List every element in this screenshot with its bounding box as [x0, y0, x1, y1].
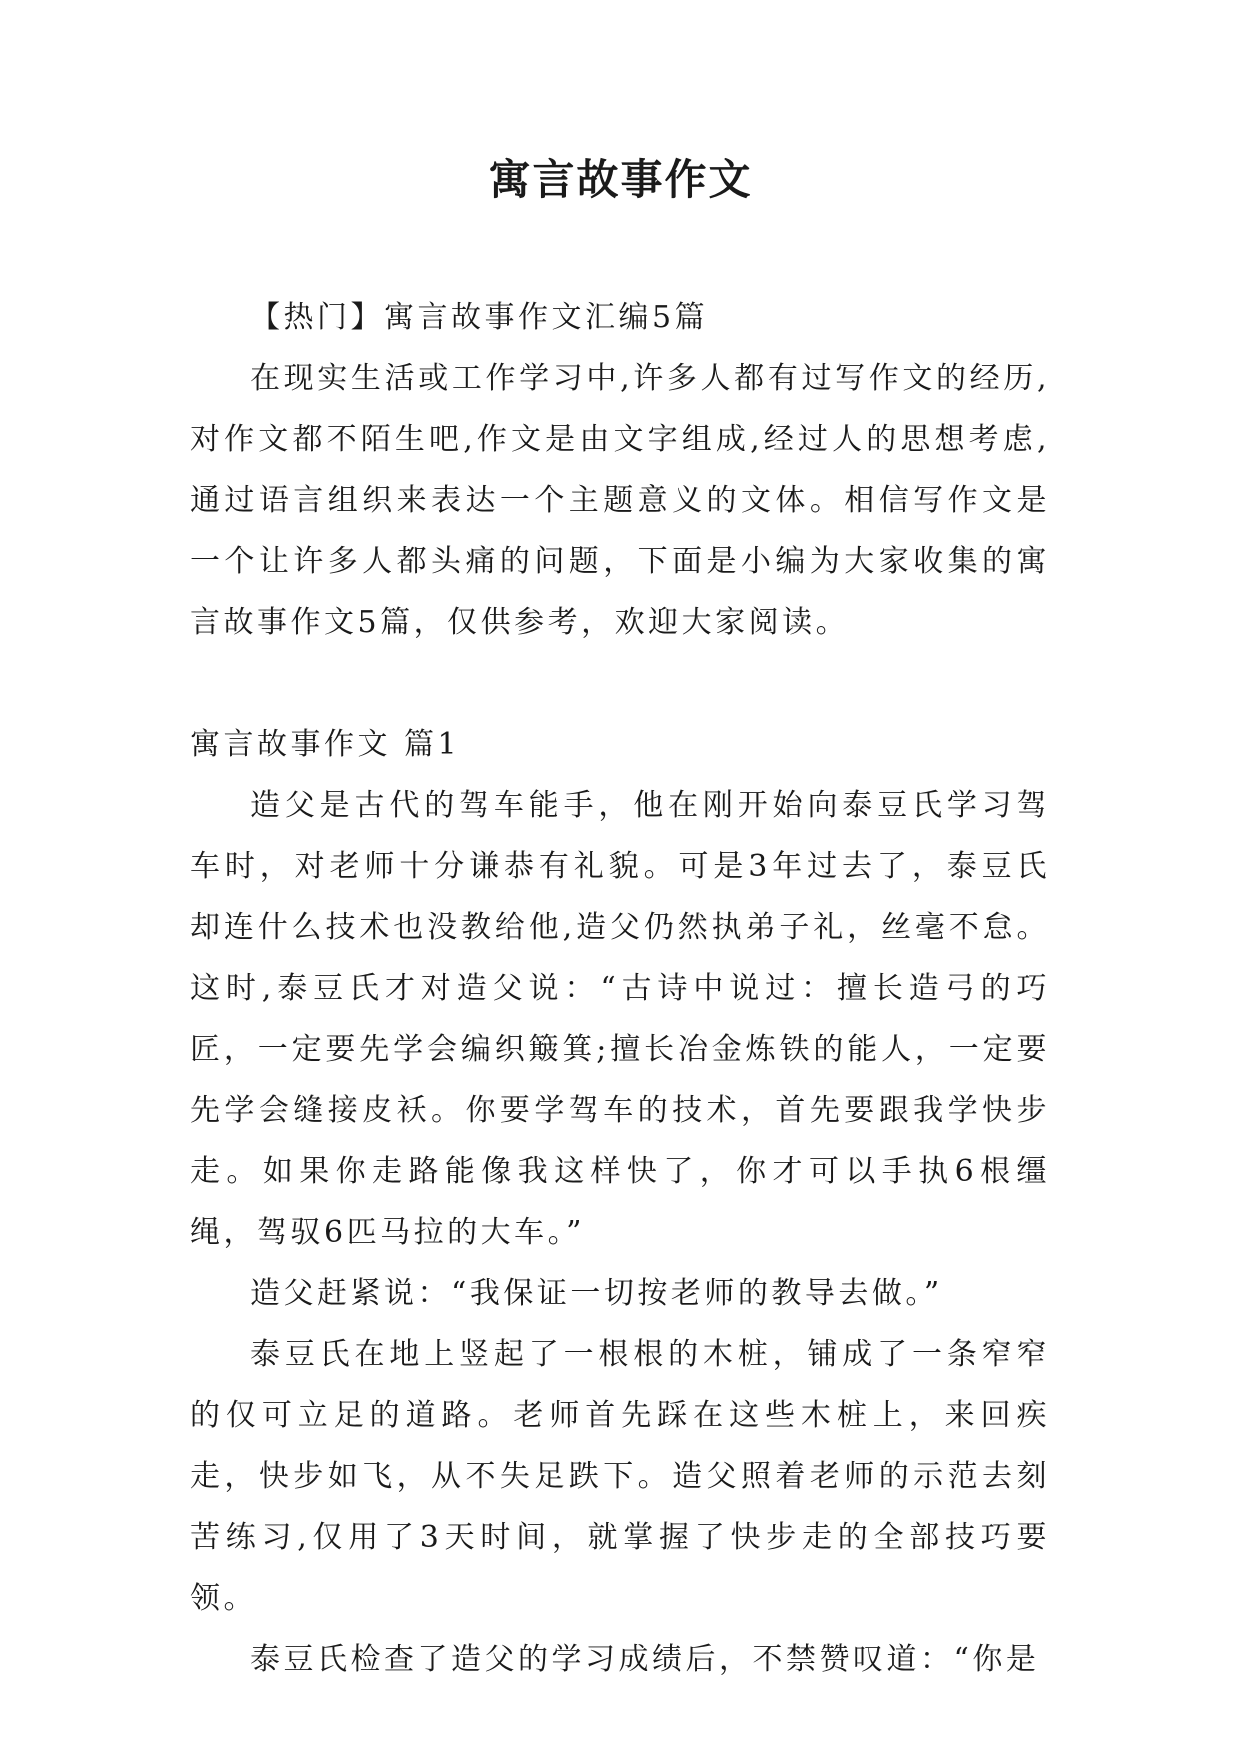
document-title: 寓言故事作文 — [488, 155, 753, 204]
body-paragraph: 泰豆氏在地上竖起了一根根的木桩，铺成了一条窄窄的仅可立足的道路。老师首先踩在这些木桩上，来回疾走，快步如飞，从不失足跌下。造父照着老师的示范去刻苦练习,仅用了3天时间，就掌握了快步走的全部技巧要领。 — [190, 1337, 1050, 1616]
body-paragraph: 造父赶紧说：“我保证一切按老师的教导去做。” — [250, 1276, 943, 1311]
document-body — [190, 287, 1050, 1690]
section-heading: 寓言故事作文 篇1 — [190, 727, 461, 762]
intro-paragraph: 在现实生活或工作学习中,许多人都有过写作文的经历,对作文都不陌生吧,作文是由文字组成,经过人的思想考虑,通过语言组织来表达一个主题意义的文体。相信写作文是一个让许多人都头痛的问题，下面是小编为大家收集的寓言故事作文5篇，仅供参考，欢迎大家阅读。 — [190, 361, 1050, 640]
document-subtitle: 【热门】寓言故事作文汇编5篇 — [250, 300, 709, 335]
body-paragraph: 造父是古代的驾车能手，他在刚开始向泰豆氏学习驾车时，对老师十分谦恭有礼貌。可是3年过去了，泰豆氏却连什么技术也没教给他,造父仍然执弟子礼，丝毫不怠。这时,泰豆氏才对造父说：“古诗中说过：擅长造弓的巧匠，一定要先学会编织簸箕;擅长冶金炼铁的能人，一定要先学会缝接皮袄。你要学驾车的技术，首先要跟我学快步走。如果你走路能像我这样快了，你才可以手执6根缰绳，驾驭6匹马拉的大车。” — [190, 788, 1050, 1250]
body-paragraph: 泰豆氏检查了造父的学习成绩后，不禁赞叹道：“你是 — [250, 1642, 1040, 1677]
